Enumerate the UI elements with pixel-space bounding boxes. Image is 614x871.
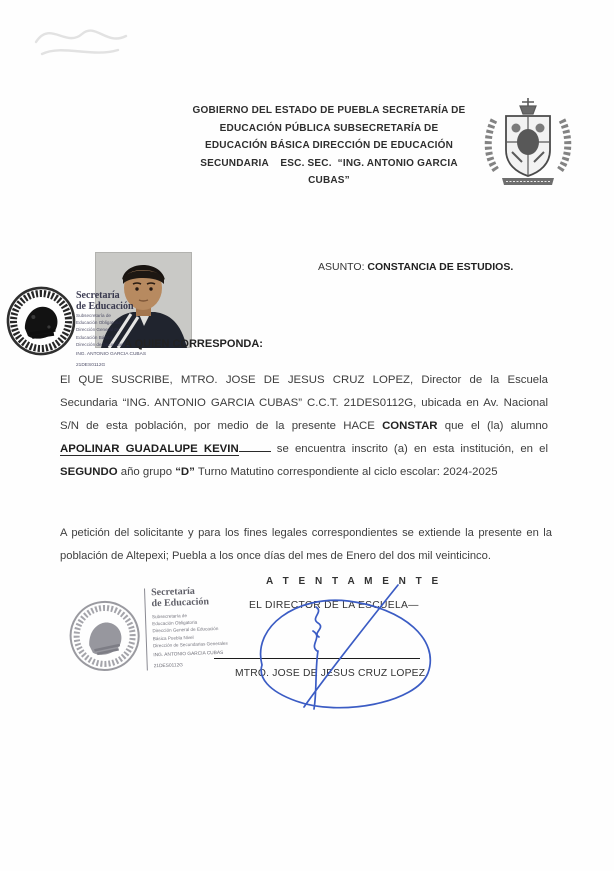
body-text: que el (la) alumno — [437, 420, 549, 433]
subject-line — [318, 261, 513, 273]
letterhead-line: GOBIERNO DEL ESTADO DE PUEBLA SECRETARÍA DE — [192, 105, 466, 116]
letterhead-line: SECUNDARIA ESC. SEC. “ING. ANTONIO GARCIA — [200, 157, 458, 169]
stamp-line: Subsecretaría de — [76, 313, 111, 318]
body-text: año grupo — [117, 466, 176, 479]
national-seal-stamp-icon — [4, 282, 78, 360]
letterhead-line: EDUCACIÓN BÁSICA DIRECCIÓN DE EDUCACIÓN — [205, 140, 453, 151]
body-paragraph — [60, 369, 548, 484]
body-text: se encuentra inscrito (a) en esta institución, en el — [270, 443, 548, 456]
stamp-title: de Educación — [151, 595, 210, 609]
director-title-line: EL DIRECTOR DE LA ESCUELA— — [249, 600, 419, 611]
stamp-title: Secretaría — [150, 585, 196, 599]
stamp-title: de Educación — [76, 300, 134, 312]
stamp-line: Básica Puebla Nivel — [152, 634, 194, 641]
bottom-office-stamp — [60, 585, 260, 669]
stamp-line: Subsecretaría de — [151, 613, 188, 620]
stamp-line: Dirección de Secundarias Generales — [152, 640, 228, 649]
stamp-cct-code: 21DES0112G — [76, 362, 106, 368]
body-text: Turno Matutino correspondiente al ciclo escolar: 2024-2025 — [194, 466, 498, 479]
group-emphasis: “D” — [175, 466, 195, 479]
secretaria-educacion-stamp — [76, 291, 226, 369]
name-underline-tail — [239, 440, 271, 452]
stamp-line: Dirección de Secundarias — [76, 341, 129, 347]
faint-pencil-scribble — [22, 8, 182, 68]
stamp-line: Educación Obligatoria — [76, 320, 121, 326]
letterhead-line: CUBAS” — [308, 175, 350, 186]
director-signature — [200, 565, 490, 725]
stamp-line: Dirección General de Educación — [152, 626, 219, 634]
gray-round-seal-icon — [64, 595, 145, 678]
body-text: El QUE SUSCRIBE, MTRO. JOSE DE JESUS CRUZ LOPEZ, Director de la Escuela Secundaria “ING. ANTONIO GARCIA CUBAS” C.C.T. 21DES0112G, ubicada en Av. Nacional S/N de esta población, por medio de la presente HACE — [60, 374, 548, 433]
subject-value: CONSTANCIA DE ESTUDIOS. — [367, 261, 514, 273]
stamp-school-name: ING. ANTONIO GARCIA CUBAS — [153, 650, 224, 659]
stamp-school-name: ING. ANTONIO GARCIA CUBAS — [76, 352, 147, 358]
stamp-line: Educación Obligatoria — [152, 619, 198, 627]
grade-emphasis: SEGUNDO — [60, 466, 118, 479]
stamp-line: Dirección General de — [76, 327, 120, 333]
constar-emphasis: CONSTAR — [382, 420, 438, 433]
signature-rule — [214, 658, 420, 659]
letterhead-title — [183, 102, 475, 190]
director-name: MTRO. JOSE DE JESUS CRUZ LOPEZ. — [235, 668, 429, 679]
stamp-text-block — [144, 586, 229, 671]
salutation: A QUIEN CORRESPONDA: — [124, 338, 263, 350]
stamp-cct-code: 21DES0112G — [153, 662, 184, 669]
subject-label: ASUNTO: — [318, 261, 368, 273]
closing-paragraph: A petición del solicitante y para los fines legales correspondientes se extiende la presente en la población de Altepexi; Puebla a los once días del mes de Enero del dos mil veinticinco. — [60, 527, 552, 563]
student-name: APOLINAR GUADALUPE KEVIN — [60, 443, 239, 456]
puebla-coat-of-arms-icon — [476, 90, 580, 194]
stamp-line: Educación Básica — [76, 334, 113, 340]
stamp-title: Secretaría — [76, 290, 120, 301]
letterhead-line: EDUCACIÓN PÚBLICA SUBSECRETARÍA DE — [219, 122, 439, 134]
atentamente-label: A T E N T A M E N T E — [266, 576, 442, 587]
